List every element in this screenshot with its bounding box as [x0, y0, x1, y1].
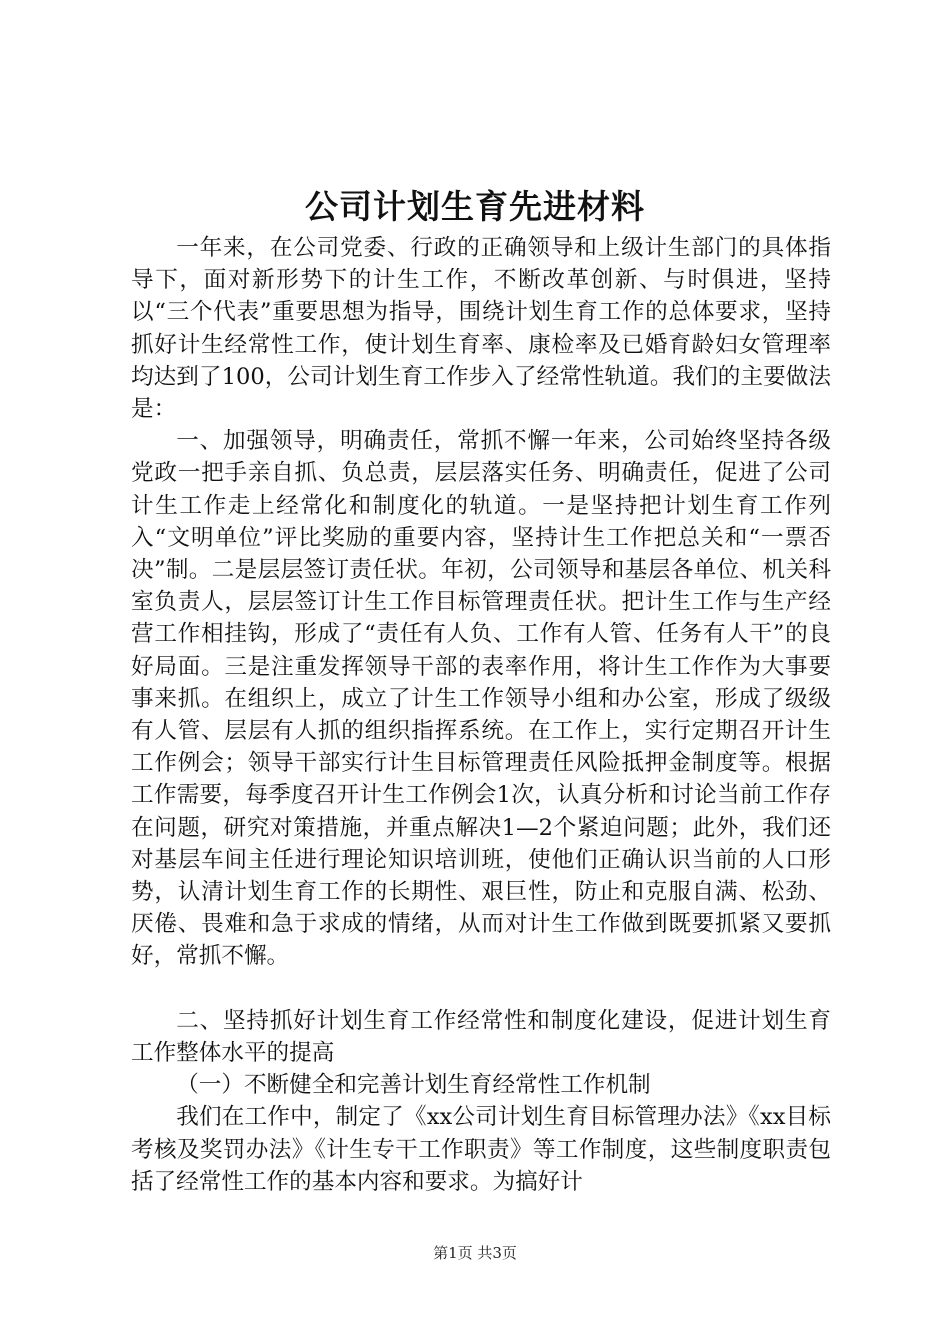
paragraph-subsection-1-body: 我们在工作中，制定了《xx公司计划生育目标管理办法》《xx目标考核及奖罚办法》《计生专干工作职责》等工作制度，这些制度职责包括了经常性工作的基本内容和要求。为搞好计: [131, 1104, 831, 1195]
paragraph-section-1: 一、加强领导，明确责任，常抓不懈一年来，公司始终坚持各级党政一把手亲自抓、负总责，层层落实任务、明确责任，促进了公司计生工作走上经常化和制度化的轨道。一是坚持把计划生育工作列入“文明单位”评比奖励的重要内容，坚持计生工作把总关和“一票否决”制。二是层层签订责任状。年初，公司领导和基层各单位、机关科室负责人，层层签订计生工作目标管理责任状。把计生工作与生产经营工作相挂钩，形成了“责任有人负、工作有人管、任务有人干”的良好局面。三是注重发挥领导干部的表率作用，将计生工作作为大事要事来抓。在组织上，成立了计生工作领导小组和办公室，形成了级级有人管、层层有人抓的组织指挥系统。在工作上，实行定期召开计生工作例会；领导干部实行计生目标管理责任风险抵押金制度等。根据工作需要，每季度召开计生工作例会1次，认真分析和讨论当前工作存在问题，研究对策措施，并重点解决1—2个紧迫问题；此外，我们还对基层车间主任进行理论知识培训班，使他们正确认识当前的人口形势，认清计划生育工作的长期性、艰巨性，防止和克服自满、松劲、厌倦、畏难和急于求成的情绪，从而对计生工作做到既要抓紧又要抓好，常抓不懈。: [131, 428, 831, 970]
document-body: [131, 232, 831, 1198]
paragraph-section-2-heading: 二、坚持抓好计划生育工作经常性和制度化建设，促进计划生育工作整体水平的提高: [131, 1007, 831, 1067]
document-title: 公司计划生育先进材料: [305, 187, 645, 226]
paragraph-subsection-1-heading: （一）不断健全和完善计划生育经常性工作机制: [176, 1072, 651, 1099]
page-footer: 第1页 共3页: [433, 1244, 517, 1262]
paragraph-intro: 一年来，在公司党委、行政的正确领导和上级计生部门的具体指导下，面对新形势下的计生工作，不断改革创新、与时俱进，坚持以“三个代表”重要思想为指导，围绕计划生育工作的总体要求，坚持抓好计生经常性工作，使计划生育率、康检率及已婚育龄妇女管理率均达到了100，公司计划生育工作步入了经常性轨道。我们的主要做法是：: [131, 235, 831, 423]
